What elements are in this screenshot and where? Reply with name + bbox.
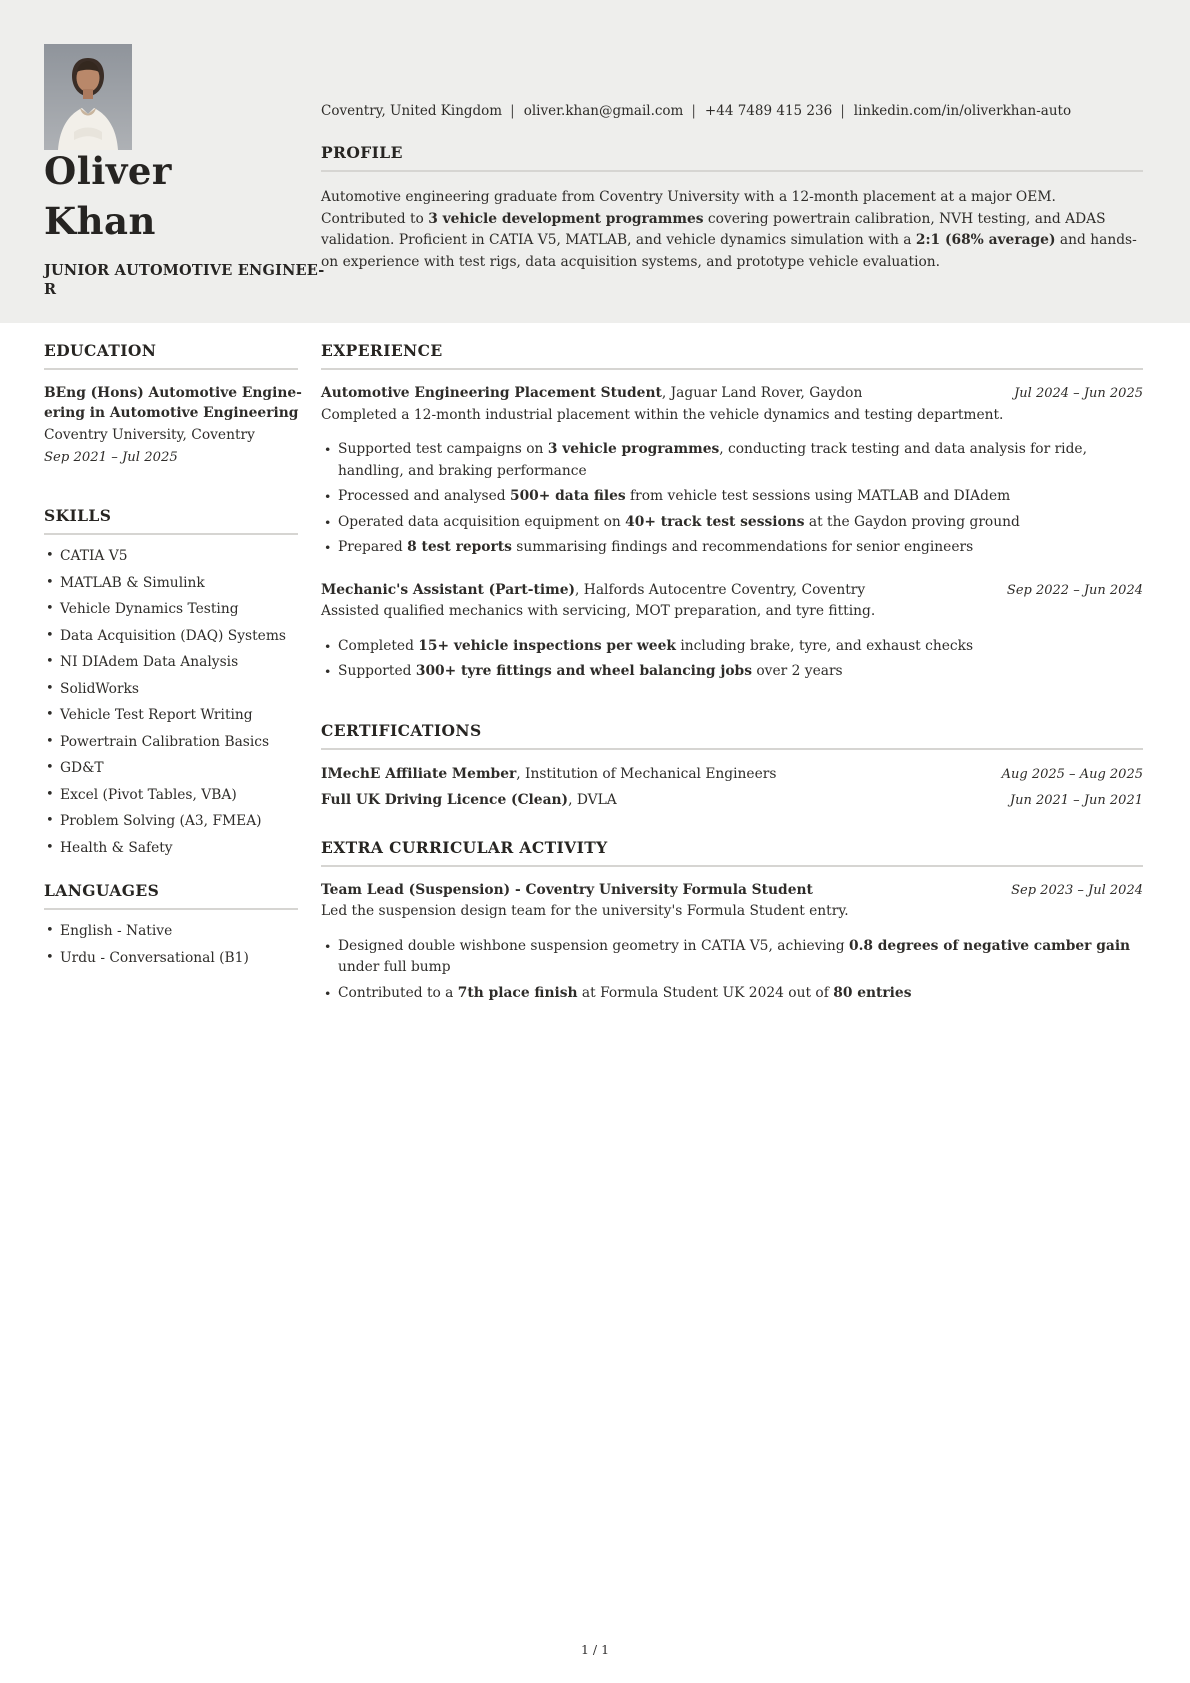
degree-line-1: BEng (Hons) Automotive Engine- bbox=[44, 385, 302, 401]
job-bullet-list bbox=[321, 636, 1143, 683]
skill-label: SolidWorks bbox=[60, 680, 140, 697]
certifications-heading: CERTIFICATIONS bbox=[321, 721, 1143, 750]
skill-item bbox=[44, 543, 298, 570]
bullet-icon: • bbox=[46, 548, 54, 563]
profile-section bbox=[321, 143, 1143, 273]
bullet-icon: • bbox=[46, 654, 54, 669]
language-label: Urdu - Conversational (B1) bbox=[60, 949, 249, 966]
candidate-job-title bbox=[44, 262, 325, 299]
job-bullet-list bbox=[321, 439, 1143, 559]
school-name: Coventry University, Coventry bbox=[44, 427, 255, 443]
bullet-text: Supported test campaigns on 3 vehicle programmes, conducting track testing and data analysis for ride, handling, and braking performance bbox=[338, 441, 1087, 479]
languages-heading: LANGUAGES bbox=[44, 881, 298, 910]
education-dates: Sep 2021 – Jul 2025 bbox=[44, 450, 178, 465]
job-title-line-2: R bbox=[44, 280, 57, 298]
bullet-item bbox=[321, 936, 1143, 979]
portrait-image bbox=[44, 44, 132, 150]
skills-section bbox=[44, 506, 298, 861]
bullet-icon: • bbox=[324, 489, 332, 504]
certification-issuer: , DVLA bbox=[568, 791, 617, 808]
job-header bbox=[321, 383, 1143, 405]
contact-separator: | bbox=[840, 103, 845, 119]
bullet-item bbox=[321, 636, 1143, 658]
degree-title bbox=[44, 383, 302, 423]
bullet-icon: • bbox=[46, 574, 54, 590]
bullet-icon: • bbox=[46, 680, 54, 696]
skill-label: NI DIAdem Data Analysis bbox=[60, 654, 239, 670]
bullet-icon: • bbox=[46, 949, 54, 965]
activity-summary: Led the suspension design team for the university's Formula Student entry. bbox=[321, 903, 849, 919]
job-title-line-1: JUNIOR AUTOMOTIVE ENGINEE- bbox=[44, 262, 325, 279]
activity-title bbox=[321, 880, 813, 902]
job-dates: Sep 2022 – Jun 2024 bbox=[1006, 582, 1143, 598]
contact-linkedin: linkedin.com/in/oliverkhan-auto bbox=[853, 103, 1072, 119]
activity-header bbox=[321, 880, 1143, 902]
contact-email: oliver.khan@gmail.com bbox=[523, 103, 684, 119]
certification-name: Full UK Driving Licence (Clean) bbox=[321, 791, 569, 808]
skill-label: Problem Solving (A3, FMEA) bbox=[60, 813, 262, 829]
experience-heading: EXPERIENCE bbox=[321, 341, 1143, 370]
skill-item bbox=[44, 755, 298, 782]
languages-section bbox=[44, 881, 298, 971]
skill-item bbox=[44, 782, 298, 809]
skill-item bbox=[44, 702, 298, 729]
job-entry bbox=[321, 580, 1143, 683]
bullet-icon: • bbox=[324, 985, 332, 1001]
job-role: Automotive Engineering Placement Student bbox=[321, 385, 662, 401]
contact-line bbox=[321, 101, 1143, 121]
job-summary: Completed a 12-month industrial placement within the vehicle dynamics and testing department. bbox=[321, 406, 1004, 423]
name-line-1: Oliver bbox=[44, 149, 172, 193]
bullet-icon: • bbox=[46, 813, 54, 828]
job-role: Mechanic's Assistant (Part-time) bbox=[321, 581, 576, 598]
skill-label: GD&T bbox=[60, 760, 104, 776]
profile-text: Automotive engineering graduate from Coventry University with a 12-month placement at a major OEM. Contributed to 3 vehicle development programmes covering powertrain calibration, NVH testing, and ADAS validation. Proficient in CATIA V5, MATLAB, and vehicle dynamics simulation with a 2:1 (68% average) and hands-on experience with test rigs, data acquisition systems, and prototype vehicle evaluation. bbox=[321, 189, 1137, 270]
experience-section bbox=[321, 341, 1143, 683]
bullet-text: Supported 300+ tyre fittings and wheel balancing jobs over 2 years bbox=[338, 663, 843, 679]
language-item bbox=[44, 918, 298, 945]
skill-item bbox=[44, 596, 298, 623]
bullet-icon: • bbox=[324, 664, 332, 679]
skills-heading: SKILLS bbox=[44, 506, 298, 535]
bullet-icon: • bbox=[46, 786, 54, 802]
skill-item bbox=[44, 649, 298, 676]
bullet-text: Operated data acquisition equipment on 40+ track test sessions at the Gaydon proving ground bbox=[338, 513, 1020, 530]
certification-dates: Aug 2025 – Aug 2025 bbox=[1001, 766, 1143, 782]
profile-photo bbox=[44, 44, 132, 150]
extra-curricular-heading: EXTRA CURRICULAR ACTIVITY bbox=[321, 838, 1143, 867]
bullet-text: Prepared 8 test reports summarising findings and recommendations for senior engineers bbox=[338, 539, 974, 555]
activity-role: Team Lead (Suspension) - Coventry University Formula Student bbox=[321, 881, 813, 898]
skills-list bbox=[44, 543, 298, 861]
bullet-icon: • bbox=[324, 938, 332, 954]
bullet-item bbox=[321, 983, 1143, 1005]
job-title bbox=[321, 580, 865, 602]
job-entry bbox=[321, 383, 1143, 559]
certification-entry bbox=[321, 789, 1143, 812]
bullet-text: Designed double wishbone suspension geometry in CATIA V5, achieving 0.8 degrees of negative camber gain under full bump bbox=[338, 937, 1131, 975]
certification-issuer: , Institution of Mechanical Engineers bbox=[516, 765, 777, 782]
right-column bbox=[321, 341, 1143, 1008]
bullet-text: Contributed to a 7th place finish at Formula Student UK 2024 out of 80 entries bbox=[338, 984, 912, 1001]
profile-heading: PROFILE bbox=[321, 143, 1143, 172]
left-column bbox=[44, 341, 302, 971]
skill-label: Data Acquisition (DAQ) Systems bbox=[60, 627, 286, 644]
skill-label: Excel (Pivot Tables, VBA) bbox=[60, 786, 237, 803]
bullet-icon: • bbox=[46, 760, 54, 775]
contact-location: Coventry, United Kingdom bbox=[321, 103, 503, 119]
job-header bbox=[321, 580, 1143, 602]
language-label: English - Native bbox=[60, 923, 173, 939]
bullet-icon: • bbox=[46, 923, 54, 938]
contact-phone: +44 7489 415 236 bbox=[704, 103, 833, 119]
page-number: 1 / 1 bbox=[580, 1642, 610, 1657]
bullet-item bbox=[321, 661, 1143, 683]
certification-title bbox=[321, 789, 617, 811]
skill-item bbox=[44, 729, 298, 756]
skill-label: Vehicle Dynamics Testing bbox=[60, 601, 239, 617]
degree-line-2: ering in Automotive Engineering bbox=[44, 405, 299, 421]
job-dates: Jul 2024 – Jun 2025 bbox=[1014, 386, 1143, 401]
certification-entry bbox=[321, 763, 1143, 786]
skill-item bbox=[44, 570, 298, 597]
skill-item bbox=[44, 835, 298, 862]
job-title bbox=[321, 383, 862, 405]
skill-item bbox=[44, 676, 298, 703]
bullet-text: Processed and analysed 500+ data files from vehicle test sessions using MATLAB and DIAdem bbox=[338, 488, 1011, 504]
skill-label: Powertrain Calibration Basics bbox=[60, 733, 270, 750]
skill-item bbox=[44, 623, 298, 650]
skill-label: MATLAB & Simulink bbox=[60, 574, 205, 591]
language-item bbox=[44, 945, 298, 972]
bullet-icon: • bbox=[324, 540, 332, 555]
bullet-icon: • bbox=[46, 733, 54, 749]
bullet-icon: • bbox=[324, 442, 332, 457]
activity-entry bbox=[321, 880, 1143, 1005]
skill-label: CATIA V5 bbox=[60, 548, 128, 564]
job-summary: Assisted qualified mechanics with servicing, MOT preparation, and tyre fitting. bbox=[321, 603, 876, 619]
bullet-icon: • bbox=[46, 707, 54, 722]
bullet-icon: • bbox=[324, 638, 332, 654]
bullet-icon: • bbox=[324, 514, 332, 530]
bullet-item bbox=[321, 537, 1143, 559]
activity-bullet-list bbox=[321, 936, 1143, 1005]
bullet-item bbox=[321, 486, 1143, 508]
skill-item bbox=[44, 808, 298, 835]
certification-title bbox=[321, 763, 776, 785]
extra-curricular-section bbox=[321, 838, 1143, 1005]
bullet-icon: • bbox=[46, 627, 54, 643]
bullet-icon: • bbox=[46, 839, 54, 855]
skill-label: Vehicle Test Report Writing bbox=[60, 707, 253, 723]
certifications-section bbox=[321, 721, 1143, 812]
certification-name: IMechE Affiliate Member bbox=[321, 765, 517, 782]
name-line-2: Khan bbox=[44, 199, 156, 243]
candidate-name bbox=[44, 146, 172, 246]
education-heading: EDUCATION bbox=[44, 341, 298, 370]
bullet-item bbox=[321, 512, 1143, 534]
job-company: , Jaguar Land Rover, Gaydon bbox=[661, 385, 863, 401]
activity-dates: Sep 2023 – Jul 2024 bbox=[1011, 882, 1143, 898]
contact-separator: | bbox=[691, 103, 696, 119]
skill-label: Health & Safety bbox=[60, 839, 173, 856]
bullet-item bbox=[321, 439, 1143, 482]
certification-dates: Jun 2021 – Jun 2021 bbox=[1009, 792, 1143, 808]
bullet-icon: • bbox=[46, 601, 54, 616]
languages-list bbox=[44, 918, 298, 971]
contact-separator: | bbox=[510, 103, 515, 119]
bullet-text: Completed 15+ vehicle inspections per week including brake, tyre, and exhaust checks bbox=[338, 637, 974, 654]
education-section bbox=[44, 341, 302, 468]
job-company: , Halfords Autocentre Coventry, Coventry bbox=[575, 581, 866, 598]
